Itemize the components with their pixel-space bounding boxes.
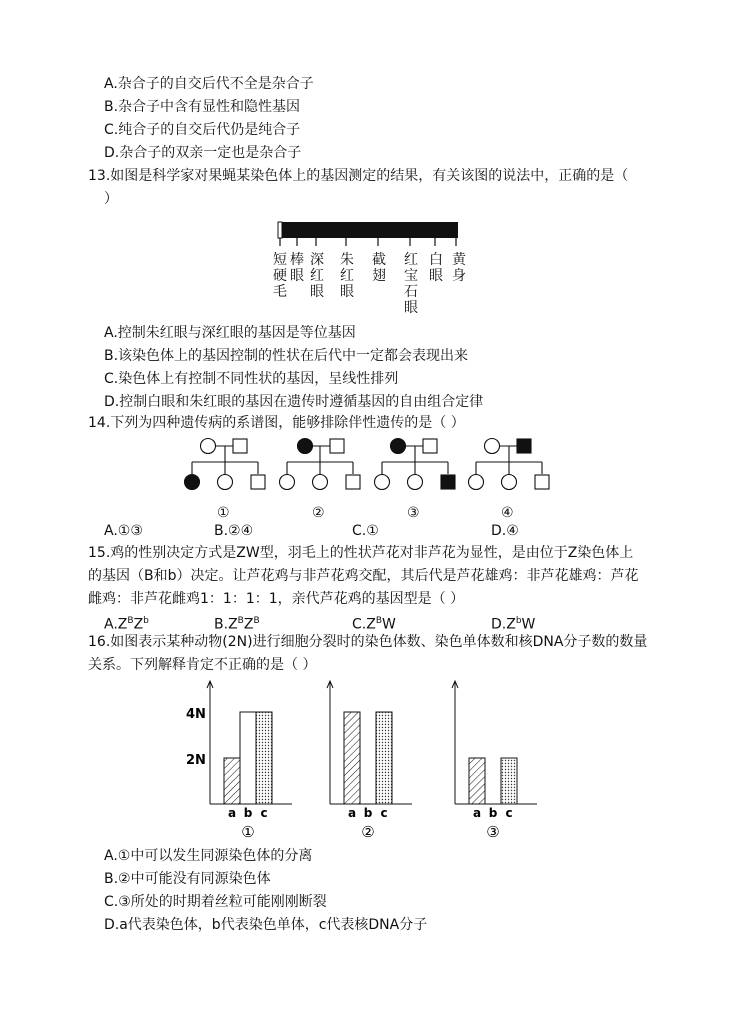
q16-option-b: B.②中可能没有同源染色体: [104, 871, 271, 887]
bar-letter-c: c: [505, 806, 513, 820]
bar-c: [376, 712, 392, 804]
dna-bar-charts: [180, 678, 540, 840]
gene-label-yellow-body: [451, 252, 467, 284]
gene-label-bar-eye: [289, 252, 305, 284]
gene-label-short-bristle: [272, 252, 288, 300]
gene-label-white-eye: [428, 252, 444, 284]
q12-option-a: A.杂合子的自交后代不全是杂合子: [104, 76, 314, 92]
gene-label: 深红眼: [310, 252, 324, 300]
q14-option-d: D.④: [491, 523, 519, 539]
option-letter: C.: [352, 616, 367, 633]
bar-a: [469, 758, 485, 804]
q13-stem-cont: ）: [104, 191, 118, 207]
bar-a: [344, 712, 360, 804]
q15-stem-3: 雌鸡：非芦花雌鸡1：1：1：1，亲代芦花鸡的基因型是（ ）: [88, 591, 465, 607]
chromosome-figure: [270, 220, 470, 316]
y-tick-label-4N: 4N: [186, 707, 206, 722]
bar-letter-b: b: [243, 806, 253, 820]
option-letter: D.: [491, 616, 507, 633]
q13-option-a: A.控制朱红眼与深红眼的基因是等位基因: [104, 325, 356, 341]
pedigree-2: [280, 439, 361, 490]
genotype-sup: B: [375, 616, 383, 626]
bar-a: [224, 758, 240, 804]
bar-c: [501, 758, 517, 804]
pedigree-1: [185, 439, 266, 490]
q14-option-c: C.①: [352, 523, 379, 539]
pedigree-4: [469, 439, 550, 490]
genotype-base: Z: [366, 616, 376, 633]
q12-option-d: D.杂合子的双亲一定也是杂合子: [104, 145, 302, 161]
q13-stem: 13.如图是科学家对果蝇某染色体上的基因测定的结果，有关该图的说法中，正确的是（: [88, 168, 629, 184]
gene-label: 棒眼: [290, 252, 304, 284]
genotype-base: W: [521, 616, 536, 633]
q12-option-c: C.纯合子的自交后代仍是纯合子: [104, 122, 301, 138]
gene-label: 白眼: [429, 252, 443, 284]
gene-label-deep-red-eye: [309, 252, 325, 300]
bar-letter-b: b: [488, 806, 498, 820]
q13-option-d: D.控制白眼和朱红眼的基因在遗传时遵循基因的自由组合定律: [104, 394, 484, 410]
genotype-base: W: [382, 616, 396, 633]
q16-option-c: C.③所处的时期着丝粒可能刚刚断裂: [104, 894, 327, 910]
bar-letter-a: a: [472, 806, 482, 820]
q14-option-a: A.①③: [104, 523, 143, 539]
q13-option-b: B.该染色体上的基因控制的性状在后代中一定都会表现出来: [104, 348, 469, 364]
bar-letter-a: a: [347, 806, 357, 820]
gene-label: 黄身: [452, 252, 466, 284]
pedigree-charts: [180, 436, 560, 496]
pedigree-label-1: ①: [217, 505, 230, 521]
genotype-base: Z: [133, 616, 144, 633]
pedigree-figure: [180, 436, 560, 526]
bar-letter-b: b: [363, 806, 373, 820]
genotype-sup: B: [237, 616, 244, 626]
chromosome-bar: [270, 220, 470, 250]
bar-letter-c: c: [260, 806, 268, 820]
q16-option-a: A.①中可以发生同源染色体的分离: [104, 848, 313, 864]
genotype-sup: b: [143, 616, 149, 626]
pedigree-label-4: ④: [501, 505, 514, 521]
gene-label-truncated-wing: [371, 252, 387, 284]
gene-label: 朱红眼: [340, 252, 354, 300]
option-letter: B.: [214, 616, 229, 633]
genotype-sup: B: [127, 616, 134, 626]
chart-label: ①: [241, 823, 255, 840]
option-letter: A.: [104, 616, 118, 633]
pedigree-3: [375, 439, 456, 490]
bar-b: [240, 712, 256, 804]
pedigree-label-3: ③: [407, 505, 420, 521]
bar-letter-a: a: [227, 806, 237, 820]
genotype-base: Z: [506, 616, 516, 633]
chart-label: ②: [361, 823, 375, 840]
q14-option-b: B.②④: [214, 523, 254, 539]
y-tick-label-2N: 2N: [186, 753, 206, 768]
genotype-base: Z: [228, 616, 238, 633]
gene-label: 截翅: [372, 252, 386, 284]
q14-stem: 14.下列为四种遗传病的系谱图，能够排除伴性遗传的是（ ）: [88, 415, 465, 431]
genotype-base: Z: [117, 616, 128, 633]
gene-label-ruby-eye: [403, 252, 419, 316]
q15-stem-1: 15.鸡的性别决定方式是ZW型，羽毛上的性状芦花对非芦花为显性，是由位于Z染色体上: [88, 545, 634, 561]
q13-option-c: C.染色体上有控制不同性状的基因，呈线性排列: [104, 371, 399, 387]
q12-option-b: B.杂合子中含有显性和隐性基因: [104, 99, 301, 115]
pedigree-label-2: ②: [312, 505, 325, 521]
chart-label: ③: [486, 823, 500, 840]
gene-label: 短硬毛: [273, 252, 287, 300]
genotype-base: Z: [243, 616, 254, 633]
gene-label-vermilion-eye: [339, 252, 355, 300]
bar-c: [256, 712, 272, 804]
bar-chart-svg: [180, 678, 540, 840]
q16-stem-2: 关系。下列解释肯定不正确的是（ ）: [88, 657, 317, 673]
q15-stem-2: 的基因（B和b）决定。让芦花鸡与非芦花鸡交配，其后代是芦花雄鸡：非芦花雄鸡：芦花: [88, 568, 639, 584]
q16-option-d: D.a代表染色体，b代表染色单体，c代表核DNA分子: [104, 917, 428, 933]
bar-letter-c: c: [380, 806, 388, 820]
gene-label: 红宝石眼: [404, 252, 418, 316]
genotype-sup: b: [515, 616, 522, 626]
q16-stem-1: 16.如图表示某种动物(2N)进行细胞分裂时的染色体数、染色单体数和核DNA分子数的数量: [88, 634, 648, 650]
genotype-sup: B: [253, 616, 260, 626]
